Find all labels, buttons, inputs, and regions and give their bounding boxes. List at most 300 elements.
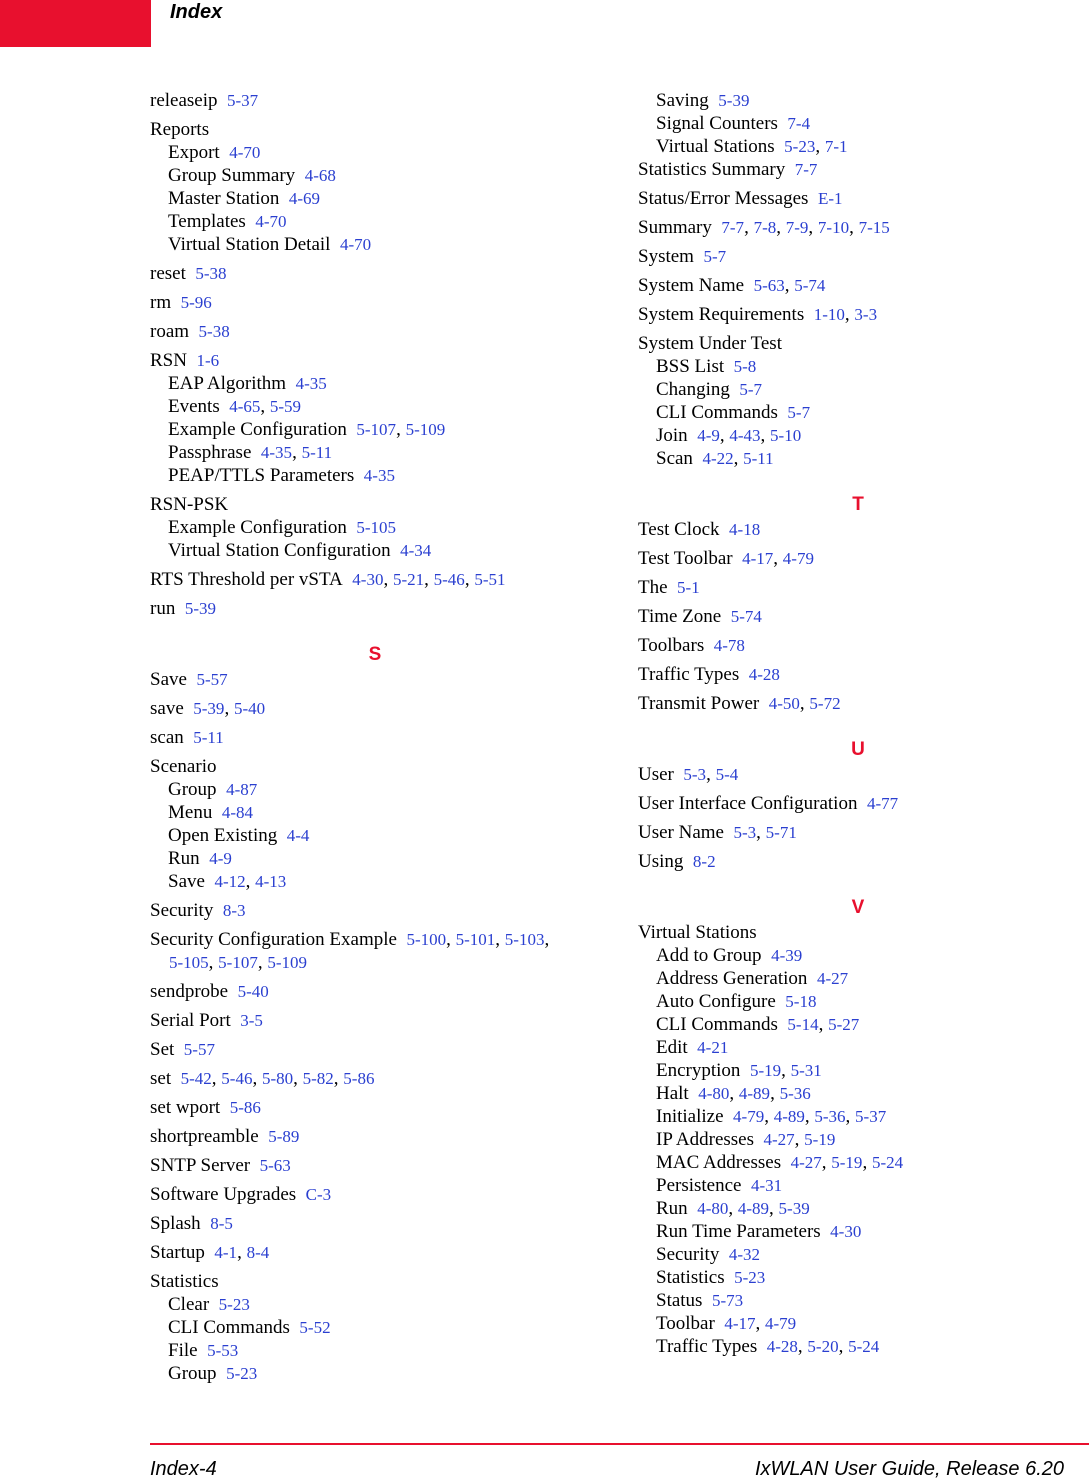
index-subentry: MAC Addresses 4-27, 5-19, 5-24 bbox=[656, 1152, 904, 1173]
index-column-left bbox=[150, 89, 600, 1385]
page-reference-link[interactable]: 5-89 bbox=[268, 1127, 300, 1146]
index-entry bbox=[150, 1009, 600, 1032]
footer-page-number: Index-4 bbox=[150, 1458, 217, 1480]
page-reference-link[interactable]: 4-79 bbox=[733, 1107, 765, 1126]
page-reference-link[interactable]: 5-100 bbox=[406, 930, 447, 949]
index-subentry bbox=[150, 824, 600, 847]
page-reference-link[interactable]: 8-3 bbox=[222, 901, 246, 920]
entry-term: The bbox=[638, 577, 668, 598]
entry-term: Menu bbox=[168, 802, 213, 823]
page-reference-link[interactable]: 4-27 bbox=[790, 1153, 822, 1172]
index-subentry: Save 4-12, 4-13 bbox=[168, 871, 287, 892]
page-reference-link[interactable]: 4-39 bbox=[771, 946, 803, 965]
index-subentry: Run 4-80, 4-89, 5-39 bbox=[656, 1198, 810, 1219]
index-subentry bbox=[150, 539, 600, 562]
page-reference-link[interactable]: 5-96 bbox=[180, 293, 212, 312]
page-reference-link[interactable]: 5-23 bbox=[784, 137, 816, 156]
index-subentry bbox=[150, 1316, 600, 1339]
entry-term: Status bbox=[656, 1290, 703, 1311]
entry-term: Persistence bbox=[656, 1175, 742, 1196]
page-reference-link[interactable]: 7-10 bbox=[817, 218, 850, 237]
page-reference-link[interactable]: 5-27 bbox=[828, 1015, 860, 1034]
index-entry bbox=[150, 1212, 600, 1235]
page-reference-link[interactable]: 4-17 bbox=[742, 549, 774, 568]
page-reference-link[interactable]: 4-84 bbox=[221, 803, 253, 822]
entry-term: Software Upgrades bbox=[150, 1184, 297, 1205]
entry-term: IP Addresses bbox=[656, 1129, 754, 1150]
index-column-right bbox=[638, 89, 1078, 1358]
page-reference-link[interactable]: 4-12 bbox=[214, 872, 246, 891]
page-reference-link[interactable]: 5-52 bbox=[299, 1318, 331, 1337]
page-reference-link[interactable]: 4-18 bbox=[729, 520, 761, 539]
page-reference-link[interactable]: 4-22 bbox=[702, 449, 734, 468]
entry-term: Run Time Parameters bbox=[656, 1221, 821, 1242]
page-reference-link[interactable]: 5-23 bbox=[218, 1295, 250, 1314]
index-entry bbox=[638, 518, 1078, 541]
page-reference-link[interactable]: 4-80 bbox=[697, 1199, 729, 1218]
index-subentry: Virtual Stations 5-23, 7-1 bbox=[656, 136, 848, 157]
page-reference-link[interactable]: 5-24 bbox=[848, 1337, 880, 1356]
index-subentry bbox=[150, 233, 600, 256]
page-reference-link[interactable]: 7-7 bbox=[721, 218, 745, 237]
index-entry bbox=[150, 899, 600, 922]
entry-term: roam bbox=[150, 321, 190, 342]
page-reference-link[interactable]: 4-17 bbox=[724, 1314, 756, 1333]
entry-term: Save bbox=[150, 669, 187, 690]
entry-term: User Name bbox=[638, 822, 724, 843]
index-subentry: Scan 4-22, 5-11 bbox=[656, 448, 774, 469]
page-reference-link[interactable]: 4-35 bbox=[260, 443, 293, 462]
page-reference-link[interactable]: 5-23 bbox=[226, 1364, 258, 1383]
entry-term: Traffic Types bbox=[656, 1336, 758, 1357]
page-reference-link[interactable]: 5-11 bbox=[193, 728, 224, 747]
index-entry: User Name 5-3, 5-71 bbox=[638, 822, 797, 843]
page-reference-link[interactable]: 4-70 bbox=[255, 212, 287, 231]
page-reference-link[interactable]: 4-1 bbox=[214, 1243, 238, 1262]
index-entry bbox=[150, 1270, 600, 1293]
page-reference-link[interactable]: 5-82 bbox=[302, 1069, 334, 1088]
entry-term: MAC Addresses bbox=[656, 1152, 782, 1173]
page-reference-link[interactable]: 5-39 bbox=[193, 699, 225, 718]
index-subentry: Encryption 5-19, 5-31 bbox=[656, 1060, 822, 1081]
page-reference-link[interactable]: 5-109 bbox=[267, 953, 308, 972]
page-reference-link[interactable]: 4-30 bbox=[830, 1222, 862, 1241]
page-reference-link[interactable]: 4-35 bbox=[363, 466, 395, 485]
page-reference-link[interactable]: 4-69 bbox=[288, 189, 321, 208]
entry-term: Serial Port bbox=[150, 1010, 231, 1031]
page-reference-link[interactable]: 4-87 bbox=[226, 780, 258, 799]
index-entry bbox=[150, 597, 600, 620]
entry-term: RSN-PSK bbox=[150, 494, 229, 515]
index-subentry bbox=[150, 210, 600, 233]
index-entry bbox=[150, 118, 600, 141]
entry-term: Security bbox=[656, 1244, 720, 1265]
page-reference-link[interactable]: 3-3 bbox=[854, 305, 878, 324]
entry-term: Traffic Types bbox=[638, 664, 740, 685]
page-reference-link[interactable]: 4-28 bbox=[766, 1337, 798, 1356]
page-reference-link[interactable]: 5-109 bbox=[405, 420, 446, 439]
page-reference-link[interactable]: 4-32 bbox=[728, 1245, 760, 1264]
index-subentry bbox=[150, 516, 600, 539]
entry-term: Virtual Station Configuration bbox=[168, 540, 391, 561]
entry-term: Statistics bbox=[656, 1267, 725, 1288]
page-reference-link[interactable]: 5-101 bbox=[455, 930, 496, 949]
page-reference-link[interactable]: 1-10 bbox=[813, 305, 845, 324]
page-reference-link[interactable]: 5-57 bbox=[183, 1040, 215, 1059]
entry-term: Example Configuration bbox=[168, 517, 347, 538]
page-reference-link[interactable]: 4-27 bbox=[816, 969, 849, 988]
entry-term: Startup bbox=[150, 1242, 205, 1263]
page-reference-link[interactable]: 5-31 bbox=[790, 1061, 822, 1080]
page-reference-link[interactable]: 5-36 bbox=[814, 1107, 846, 1126]
index-subentry bbox=[150, 1362, 600, 1385]
page-reference-link[interactable]: 5-7 bbox=[739, 380, 763, 399]
page-reference-link[interactable]: 5-3 bbox=[683, 765, 707, 784]
page-reference-link[interactable]: 4-28 bbox=[748, 665, 780, 684]
index-subentry: Events 4-65, 5-59 bbox=[168, 396, 302, 417]
entry-term: BSS List bbox=[656, 356, 725, 377]
entry-term: sendprobe bbox=[150, 981, 229, 1002]
page-reference-link[interactable]: 5-63 bbox=[259, 1156, 291, 1175]
index-subentry bbox=[150, 1339, 600, 1362]
index-subentry bbox=[150, 187, 600, 210]
page-reference-link[interactable]: 7-8 bbox=[753, 218, 777, 237]
entry-term: Virtual Stations bbox=[656, 136, 775, 157]
entry-term: Group Summary bbox=[168, 165, 296, 186]
entry-term: Summary bbox=[638, 217, 712, 238]
page-reference-link[interactable]: 4-9 bbox=[697, 426, 720, 445]
page-reference-link[interactable]: 4-13 bbox=[255, 872, 287, 891]
page-reference-link[interactable]: 5-59 bbox=[269, 397, 302, 416]
index-entry bbox=[150, 755, 600, 778]
index-entry bbox=[638, 245, 1078, 268]
entry-term: Halt bbox=[656, 1083, 689, 1104]
index-subentry bbox=[638, 1243, 1078, 1266]
index-subentry: Example Configuration 5-107, 5-109 bbox=[168, 419, 446, 440]
page-reference-link[interactable]: 5-42 bbox=[180, 1069, 212, 1088]
entry-term: run bbox=[150, 598, 176, 619]
index-entry: Transmit Power 4-50, 5-72 bbox=[638, 693, 841, 714]
entry-term: Toolbars bbox=[638, 635, 705, 656]
index-entry: System Requirements 1-10, 3-3 bbox=[638, 304, 878, 325]
page-reference-link[interactable]: 5-1 bbox=[677, 578, 700, 597]
page-reference-link[interactable]: 5-7 bbox=[703, 247, 727, 266]
page-reference-link[interactable]: 3-5 bbox=[240, 1011, 263, 1030]
index-entry bbox=[150, 262, 600, 285]
page-reference-link[interactable]: 5-74 bbox=[730, 607, 762, 626]
page-reference-link[interactable]: 4-79 bbox=[765, 1314, 797, 1333]
entry-term: Changing bbox=[656, 379, 730, 400]
page-reference-link[interactable]: E-1 bbox=[817, 189, 843, 208]
footer-divider bbox=[150, 1443, 1089, 1445]
index-subentry bbox=[638, 112, 1078, 135]
page-reference-link[interactable]: 5-10 bbox=[770, 426, 802, 445]
page-reference-link[interactable]: 4-89 bbox=[773, 1107, 805, 1126]
index-subentry bbox=[638, 378, 1078, 401]
page-reference-link[interactable]: 5-24 bbox=[871, 1153, 904, 1172]
page-reference-link[interactable]: 8-5 bbox=[210, 1214, 233, 1233]
index-entry bbox=[150, 89, 600, 112]
index-subentry bbox=[150, 164, 600, 187]
page-reference-link[interactable]: 5-14 bbox=[787, 1015, 819, 1034]
index-entry bbox=[150, 320, 600, 343]
index-subentry bbox=[150, 847, 600, 870]
page-reference-link[interactable]: 4-31 bbox=[750, 1176, 783, 1195]
entry-term: Test Clock bbox=[638, 519, 720, 540]
page-reference-link[interactable]: 4-70 bbox=[229, 143, 261, 162]
index-subentry: Toolbar 4-17, 4-79 bbox=[656, 1313, 797, 1334]
page-reference-link[interactable]: 5-86 bbox=[229, 1098, 261, 1117]
page-reference-link[interactable]: 4-50 bbox=[768, 694, 800, 713]
entry-term: Address Generation bbox=[656, 968, 808, 989]
page-reference-link[interactable]: 8-4 bbox=[246, 1243, 270, 1262]
page-reference-link[interactable]: 4-78 bbox=[713, 636, 745, 655]
page-reference-link[interactable]: 5-46 bbox=[433, 570, 465, 589]
entry-term: reset bbox=[150, 263, 186, 284]
entry-term: Join bbox=[656, 425, 688, 446]
entry-term: releaseip bbox=[150, 90, 218, 111]
index-entry: Security Configuration Example 5-100, 5-101, 5-103, bbox=[150, 929, 550, 950]
entry-term: System Under Test bbox=[638, 333, 782, 354]
entry-term: Toolbar bbox=[656, 1313, 715, 1334]
page-reference-link[interactable]: 5-4 bbox=[715, 765, 739, 784]
page-reference-link[interactable]: 5-21 bbox=[392, 570, 425, 589]
index-subentry bbox=[638, 89, 1078, 112]
index-subentry: CLI Commands 5-14, 5-27 bbox=[656, 1014, 860, 1035]
page-reference-link[interactable]: 5-46 bbox=[221, 1069, 253, 1088]
entry-term: Run bbox=[168, 848, 200, 869]
page-reference-link[interactable]: 4-80 bbox=[698, 1084, 730, 1103]
index-entry bbox=[150, 1038, 600, 1061]
page-reference-link[interactable]: 4-35 bbox=[295, 374, 327, 393]
page-reference-link[interactable]: 8-2 bbox=[692, 852, 716, 871]
page-reference-link[interactable]: 4-77 bbox=[866, 794, 899, 813]
page-reference-link[interactable]: 5-73 bbox=[711, 1291, 744, 1310]
entry-term: Passphrase bbox=[168, 442, 252, 463]
page-reference-link[interactable]: 5-37 bbox=[227, 91, 259, 110]
page-reference-link[interactable]: 5-71 bbox=[765, 823, 797, 842]
index-subentry bbox=[638, 1036, 1078, 1059]
page-reference-link[interactable]: 5-72 bbox=[809, 694, 841, 713]
page-reference-link[interactable]: 5-36 bbox=[779, 1084, 811, 1103]
page-reference-link[interactable]: 5-20 bbox=[807, 1337, 839, 1356]
index-entry bbox=[150, 1183, 600, 1206]
index-entry: save 5-39, 5-40 bbox=[150, 698, 266, 719]
entry-term: Splash bbox=[150, 1213, 201, 1234]
page-reference-link[interactable]: 5-57 bbox=[196, 670, 228, 689]
page-reference-link[interactable]: C-3 bbox=[305, 1185, 332, 1204]
page-reference-link[interactable]: 5-11 bbox=[301, 443, 333, 462]
page-reference-link[interactable]: 5-107 bbox=[218, 953, 258, 972]
entry-term: Events bbox=[168, 396, 220, 417]
index-entry bbox=[150, 493, 600, 516]
page-reference-link[interactable]: 1-6 bbox=[196, 351, 220, 370]
index-entry-continuation: 5-105, 5-107, 5-109 bbox=[169, 952, 308, 973]
page-reference-link[interactable]: 4-9 bbox=[209, 849, 232, 868]
entry-term: Clear bbox=[168, 1294, 210, 1315]
page-reference-link[interactable]: 5-40 bbox=[233, 699, 266, 718]
page-reference-link[interactable]: 4-43 bbox=[729, 426, 761, 445]
entry-term: Set bbox=[150, 1039, 175, 1060]
entry-term: Scenario bbox=[150, 756, 217, 777]
page-reference-link[interactable]: 4-4 bbox=[286, 826, 310, 845]
page-reference-link[interactable]: 7-4 bbox=[787, 114, 811, 133]
entry-term: Time Zone bbox=[638, 606, 722, 627]
index-subentry bbox=[638, 1289, 1078, 1312]
index-subentry bbox=[638, 401, 1078, 424]
index-entry bbox=[638, 663, 1078, 686]
entry-term: EAP Algorithm bbox=[168, 373, 287, 394]
index-entry: set 5-42, 5-46, 5-80, 5-82, 5-86 bbox=[150, 1068, 375, 1089]
page-reference-link[interactable]: 4-68 bbox=[304, 166, 336, 185]
index-entry bbox=[150, 980, 600, 1003]
page-reference-link[interactable]: 5-11 bbox=[743, 449, 774, 468]
entry-term: Security Configuration Example bbox=[150, 929, 397, 950]
page-reference-link[interactable]: 5-103 bbox=[504, 930, 545, 949]
index-entry bbox=[150, 291, 600, 314]
page-reference-link[interactable]: 5-23 bbox=[734, 1268, 766, 1287]
index-entry bbox=[150, 349, 600, 372]
index-subentry bbox=[150, 801, 600, 824]
page-reference-link[interactable]: 5-19 bbox=[831, 1153, 863, 1172]
page-reference-link[interactable]: 7-9 bbox=[785, 218, 809, 237]
entry-term: Encryption bbox=[656, 1060, 741, 1081]
index-subentry bbox=[638, 355, 1078, 378]
entry-term: Save bbox=[168, 871, 205, 892]
section-letter-v: V bbox=[851, 897, 865, 918]
entry-term: Virtual Stations bbox=[638, 922, 757, 943]
index-entry bbox=[150, 668, 600, 691]
entry-term: set bbox=[150, 1068, 172, 1089]
page-reference-link[interactable]: 5-39 bbox=[778, 1199, 810, 1218]
page-reference-link[interactable]: 5-105 bbox=[356, 518, 397, 537]
index-subentry: Join 4-9, 4-43, 5-10 bbox=[656, 425, 802, 446]
entry-term: Group bbox=[168, 779, 217, 800]
entry-term: Templates bbox=[168, 211, 246, 232]
index-subentry bbox=[638, 1220, 1078, 1243]
page-reference-link[interactable]: 4-30 bbox=[352, 570, 384, 589]
section-letter-u: U bbox=[851, 739, 865, 760]
entry-term: Saving bbox=[656, 90, 709, 111]
page-reference-link[interactable]: 4-89 bbox=[738, 1084, 771, 1103]
page-reference-link[interactable]: 5-80 bbox=[261, 1069, 294, 1088]
entry-term: PEAP/TTLS Parameters bbox=[168, 465, 355, 486]
entry-term: Status/Error Messages bbox=[638, 188, 809, 209]
page-title: Index bbox=[170, 1, 223, 23]
entry-term: Security bbox=[150, 900, 214, 921]
page-reference-link[interactable]: 5-51 bbox=[474, 570, 506, 589]
page-reference-link[interactable]: 7-1 bbox=[824, 137, 848, 156]
page-reference-link[interactable]: 7-15 bbox=[858, 218, 890, 237]
page-reference-link[interactable]: 5-19 bbox=[749, 1061, 782, 1080]
index-subentry bbox=[638, 1174, 1078, 1197]
index-entry bbox=[638, 850, 1078, 873]
entry-term: Group bbox=[168, 1363, 217, 1384]
page-reference-link[interactable]: 4-65 bbox=[229, 397, 261, 416]
index-subentry bbox=[150, 141, 600, 164]
page-reference-link[interactable]: 5-105 bbox=[169, 953, 209, 972]
page-reference-link[interactable]: 5-63 bbox=[753, 276, 785, 295]
index-subentry bbox=[150, 464, 600, 487]
entry-term: Initialize bbox=[656, 1106, 724, 1127]
page-reference-link[interactable]: 5-18 bbox=[785, 992, 817, 1011]
index-subentry bbox=[638, 1266, 1078, 1289]
index-entry: Startup 4-1, 8-4 bbox=[150, 1242, 270, 1263]
header-accent-block bbox=[0, 0, 151, 47]
page-reference-link[interactable]: 5-40 bbox=[237, 982, 269, 1001]
index-subentry: Halt 4-80, 4-89, 5-36 bbox=[656, 1083, 811, 1104]
index-entry bbox=[638, 792, 1078, 815]
page-reference-link[interactable]: 4-89 bbox=[737, 1199, 770, 1218]
entry-term: User Interface Configuration bbox=[638, 793, 858, 814]
page-reference-link[interactable]: 5-8 bbox=[733, 357, 757, 376]
page-reference-link[interactable]: 5-74 bbox=[794, 276, 826, 295]
entry-term: save bbox=[150, 698, 184, 719]
page-reference-link[interactable]: 5-39 bbox=[718, 91, 750, 110]
entry-term: File bbox=[168, 1340, 198, 1361]
page-reference-link[interactable]: 5-53 bbox=[207, 1341, 239, 1360]
page-reference-link[interactable]: 5-37 bbox=[855, 1107, 887, 1126]
entry-term: set wport bbox=[150, 1097, 221, 1118]
page-reference-link[interactable]: 5-38 bbox=[198, 322, 230, 341]
page-reference-link[interactable]: 5-3 bbox=[733, 823, 757, 842]
index-entry bbox=[150, 1096, 600, 1119]
section-letter-t: T bbox=[852, 494, 864, 515]
index-subentry bbox=[638, 990, 1078, 1013]
entry-term: Open Existing bbox=[168, 825, 278, 846]
index-entry: System Name 5-63, 5-74 bbox=[638, 275, 826, 296]
index-entry bbox=[638, 921, 1078, 944]
page-reference-link[interactable]: 4-79 bbox=[782, 549, 814, 568]
index-entry bbox=[150, 726, 600, 749]
index-entry bbox=[638, 332, 1078, 355]
page-reference-link[interactable]: 5-38 bbox=[195, 264, 227, 283]
entry-term: RTS Threshold per vSTA bbox=[150, 569, 343, 590]
index-entry: User 5-3, 5-4 bbox=[638, 764, 739, 785]
entry-term: Test Toolbar bbox=[638, 548, 733, 569]
page-reference-link[interactable]: 5-39 bbox=[184, 599, 216, 618]
page-reference-link[interactable]: 5-7 bbox=[787, 403, 811, 422]
entry-term: Add to Group bbox=[656, 945, 762, 966]
page-reference-link[interactable]: 4-70 bbox=[339, 235, 372, 254]
entry-term: rm bbox=[150, 292, 172, 313]
page-reference-link[interactable]: 4-27 bbox=[763, 1130, 795, 1149]
entry-term: Reports bbox=[150, 119, 210, 140]
page-reference-link[interactable]: 7-7 bbox=[794, 160, 818, 179]
entry-term: Scan bbox=[656, 448, 693, 469]
page-reference-link[interactable]: 4-21 bbox=[697, 1038, 729, 1057]
footer-document-title: IxWLAN User Guide, Release 6.20 bbox=[754, 1458, 1064, 1480]
index-subentry: Initialize 4-79, 4-89, 5-36, 5-37 bbox=[656, 1106, 887, 1127]
page-reference-link[interactable]: 5-86 bbox=[343, 1069, 375, 1088]
entry-term: Export bbox=[168, 142, 220, 163]
page-reference-link[interactable]: 5-19 bbox=[804, 1130, 836, 1149]
page-reference-link[interactable]: 5-107 bbox=[356, 420, 397, 439]
index-entry: Test Toolbar 4-17, 4-79 bbox=[638, 548, 814, 569]
entry-term: Statistics Summary bbox=[638, 159, 786, 180]
entry-term: System Name bbox=[638, 275, 745, 296]
index-subentry bbox=[638, 967, 1078, 990]
index-entry: Summary 7-7, 7-8, 7-9, 7-10, 7-15 bbox=[638, 217, 890, 238]
entry-term: User bbox=[638, 764, 674, 785]
index-subentry bbox=[150, 778, 600, 801]
page-reference-link[interactable]: 4-34 bbox=[400, 541, 432, 560]
entry-term: Signal Counters bbox=[656, 113, 778, 134]
index-entry: RTS Threshold per vSTA 4-30, 5-21, 5-46, 5-51 bbox=[150, 569, 506, 590]
index-entry bbox=[638, 187, 1078, 210]
entry-term: System Requirements bbox=[638, 304, 805, 325]
entry-term: Run bbox=[656, 1198, 688, 1219]
